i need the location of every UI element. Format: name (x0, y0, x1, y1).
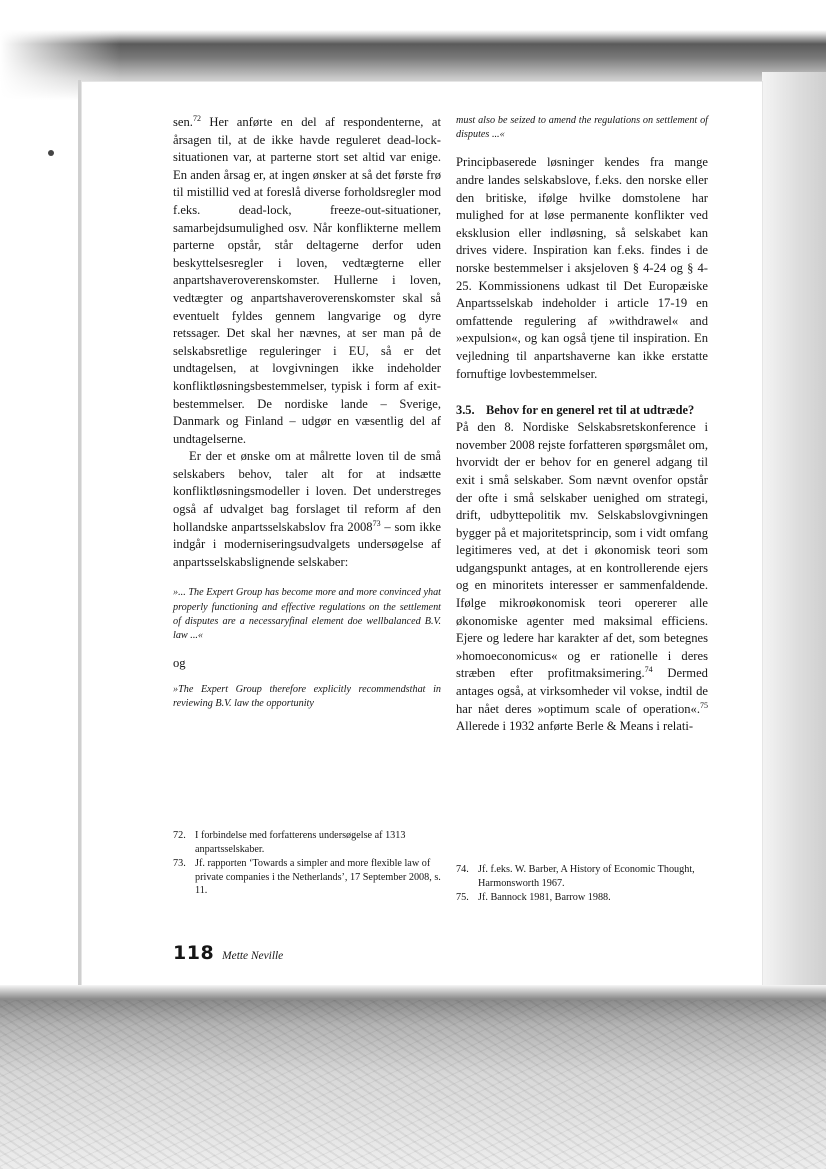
footnotes-left (173, 829, 441, 899)
footnotes-right (456, 863, 708, 906)
footnote-text: Jf. Bannock 1981, Barrow 1988. (478, 892, 611, 904)
block-quote-2: »The Expert Group therefore explicitly recommendsthat in reviewing B.V. law the opportunity (173, 683, 441, 710)
text-span: Dermed antages også, at virksomheder vil vokse, indtil de har nået deres »optimum scale of operation«. (456, 666, 708, 716)
right-paragraph-2 (456, 419, 708, 736)
book-spine-shadow (762, 72, 826, 1002)
footnote-75 (456, 891, 708, 905)
left-column (173, 114, 441, 711)
margin-dot (48, 150, 54, 156)
text-span: Er der et ønske om at målrette loven til de små selskabers behov, taler alt for at indsætte konfliktløsningsmodeller i loven. Det understreges også af udvalget bag forslaget til reform af den hollandske anpartsselskabslov fra 2008 (173, 449, 441, 534)
right-paragraph-1: Principbaserede løsninger kendes fra mange andre landes selskabslove, f.eks. den norske eller den britiske, ifølge hvilke domstolene har mulighed for at løse permanente konflikter ved eksklusion eller indløsning, så selskabet kan drives videre. Inspiration kan f.eks. findes i de norske bestemmelser i aksjeloven § 4-24 og § 4-25. Kommissionens udkast til Det Europæiske Anpartsselskab indeholder i article 17-19 en omfattende regulering af »withdrawel« and »expulsion«, og kan også tjene til inspiration. En vejledning til anpartshaverne kan ikke erstatte fornuftige lovbestemmelser. (456, 155, 708, 381)
running-author: Mette Neville (222, 950, 284, 962)
text-span: På den 8. Nordiske Selskabsretskonference i november 2008 rejste forfatteren spørgsmålet om, hvorvidt der er behov for en generel adgang til exit i små selskaber. Som nævnt ovenfor opstår der ofte i små selskaber uenighed om strategi, drift, udbyttepolitik mv. Selskabslovgivningen bygger på et majoritetsprincip, som i vidt omfang legitimeres ved, at det i økonomisk teori som udgangspunkt antages, at en kontrollerende ejers og en minoritets interesser er sammenfaldende. Ifølge mikroøkonomisk teori opererer alle økonomiske agenter med maksimal efficiens. Ejere og ledere har karakter af det, som betegnes »homoeconomicus« og er rationelle i deres stræben efter profitmaksimering. (456, 420, 708, 681)
section-heading (456, 402, 708, 419)
footnote-ref-74[interactable]: 74 (644, 665, 653, 675)
footnote-72 (173, 829, 441, 856)
text-span: sen. (173, 115, 193, 129)
page-edge-line (78, 80, 81, 1000)
footnote-text: Jf. rapporten ‘Towards a simpler and more flexible law of private companies i the Netherlands’, 17 September 2008, s. 11. (195, 858, 441, 897)
block-quote-1: »... The Expert Group has become more and more convinced yhat properly functioning and effective regulations on the settlement of disputes are a necessaryfinal element doe wellbalanced B.V. law ...« (173, 587, 441, 642)
block-quote-2-continued: must also be seized to amend the regulations on settlement of disputes ...« (456, 115, 708, 141)
footnote-number: 75. (456, 892, 469, 904)
footnote-ref-75[interactable]: 75 (700, 700, 708, 710)
page-number: 118 (173, 942, 215, 964)
scan-noise-bottom (0, 1000, 826, 1169)
footnote-text: I forbindelse med forfatterens undersøgelse af 1313 anpartsselskaber. (195, 830, 406, 855)
footnote-74 (456, 863, 708, 890)
text-span: Her anførte en del af respondenterne, at årsagen til, at de ikke havde reguleret dead-lock-situationen var, at parterne stort set altid var enige. En anden årsag er, at ingen ønsker at så det første frø til mistillid ved at foreslå diverse forholdsregler mod f.eks. dead-lock, freeze-out-situationer, samarbejdsumulighed osv. Når konflikterne mellem parterne opstår, står deltagerne derfor uden beskyttelsesregler i loven, vedtægterne eller anpartshaveroverenskomster. Hullerne i loven, vedtægter og anpartshaveroverenskomster skal så eventuelt fyldes gennem langvarige og dyre retssager. Det skal her nævnes, at ser man på de selskabsretlige reguleringer i EU, så er det undtagelsen, at lovgivningen ikke indeholder konfliktløsningsbestemmelser, typisk i form af exit-bestemmelser. De nordiske lande – Sverige, Danmark og Finland – udgør en væsentlig del af undtagelserne. (173, 115, 441, 446)
footnote-73 (173, 857, 441, 898)
footnote-text: Jf. f.eks. W. Barber, A History of Economic Thought, Harmonsworth 1967. (478, 864, 695, 889)
left-paragraph-1 (173, 114, 441, 448)
connector-word: og (173, 656, 186, 671)
text-span: – som ikke indgår i moderniseringsudvalgets undersøgelse af anpartsselskabslignende selskaber: (173, 519, 441, 569)
footnote-ref-73[interactable]: 73 (372, 518, 381, 528)
left-paragraph-2 (173, 448, 441, 571)
section-number: 3.5. (456, 403, 475, 418)
footnote-ref-72[interactable]: 72 (192, 114, 201, 123)
page-footer (173, 942, 283, 964)
footnote-number: 74. (456, 864, 469, 875)
section-title: Behov for en generel ret til at udtræde? (486, 403, 695, 418)
footnote-number: 72. (173, 830, 186, 841)
footnote-number: 73. (173, 858, 186, 870)
right-column (456, 114, 708, 736)
text-span: Allerede i 1932 anførte Berle & Means i relati- (456, 719, 694, 734)
